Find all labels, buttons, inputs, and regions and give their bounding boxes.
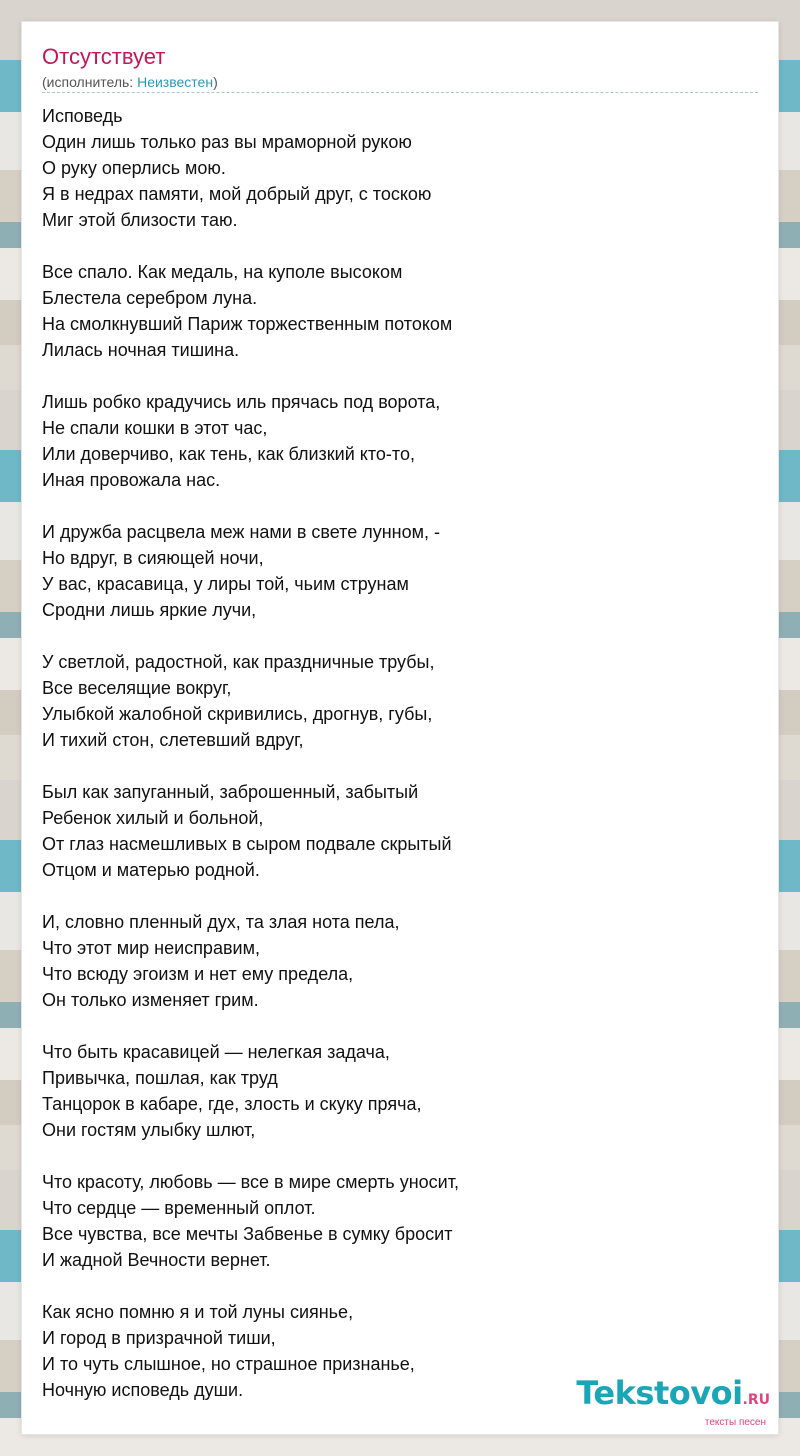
lyric-line: Отцом и матерью родной. <box>42 860 260 880</box>
lyric-line: У светлой, радостной, как праздничные трубы, <box>42 652 435 672</box>
lyric-line: От глаз насмешливых в сыром подвале скрытый <box>42 834 452 854</box>
lyric-line: Я в недрах памяти, мой добрый друг, с тоскою <box>42 184 432 204</box>
lyric-line: Все спало. Как медаль, на куполе высоком <box>42 262 403 282</box>
lyric-line: Что всюду эгоизм и нет ему предела, <box>42 964 354 984</box>
lyric-line: Он только изменяет грим. <box>42 990 259 1010</box>
lyric-line: Исповедь <box>42 106 123 126</box>
divider <box>42 92 758 93</box>
stanza-gap <box>42 233 459 259</box>
lyric-line: Один лишь только раз вы мраморной рукою <box>42 132 412 152</box>
stanza-gap <box>42 1013 459 1039</box>
lyric-line: На смолкнувший Париж торжественным потоком <box>42 314 453 334</box>
lyrics-card <box>22 22 778 1434</box>
lyric-line: И жадной Вечности вернет. <box>42 1250 271 1270</box>
lyric-line: Что красоту, любовь — все в мире смерть уносит, <box>42 1172 459 1192</box>
lyric-line: Миг этой близости таю. <box>42 210 238 230</box>
lyric-line: Привычка, пошлая, как труд <box>42 1068 278 1088</box>
logo-tagline: тексты песен <box>704 1417 766 1428</box>
song-title: Отсутствует <box>42 44 166 69</box>
lyrics-body <box>42 103 459 1403</box>
lyric-line: Ночную исповедь души. <box>42 1380 244 1400</box>
lyric-line: Улыбкой жалобной скривились, дрогнув, губы, <box>42 704 433 724</box>
logo-domain-suffix: .RU <box>742 1392 770 1408</box>
stanza-gap <box>42 363 459 389</box>
lyric-line: Они гостям улыбку шлют, <box>42 1120 256 1140</box>
stanza-gap <box>42 493 459 519</box>
lyric-line: Что этот мир неисправим, <box>42 938 260 958</box>
lyric-line: Сродни лишь яркие лучи, <box>42 600 257 620</box>
stanza-gap <box>42 623 459 649</box>
lyric-line: И то чуть слышное, но страшное признанье, <box>42 1354 415 1374</box>
artist-link[interactable]: Неизвестен <box>137 74 214 90</box>
artist-prefix: (исполнитель: <box>42 74 138 90</box>
lyric-line: Лилась ночная тишина. <box>42 340 240 360</box>
stanza-gap <box>42 883 459 909</box>
logo-wordmark <box>576 1376 770 1417</box>
artist-suffix: ) <box>213 74 218 90</box>
artist-meta <box>42 72 218 92</box>
lyric-line: Или доверчиво, как тень, как близкий кто-то, <box>42 444 415 464</box>
lyric-line: Блестела серебром луна. <box>42 288 258 308</box>
lyric-line: Но вдруг, в сияющей ночи, <box>42 548 264 568</box>
lyric-line: Что сердце — временный оплот. <box>42 1198 316 1218</box>
lyric-line: Не спали кошки в этот час, <box>42 418 268 438</box>
site-logo[interactable] <box>576 1376 770 1428</box>
lyric-line: Иная провожала нас. <box>42 470 221 490</box>
lyric-line: И, словно пленный дух, та злая нота пела, <box>42 912 400 932</box>
lyric-line: Все чувства, все мечты Забвенье в сумку бросит <box>42 1224 453 1244</box>
lyric-line: И город в призрачной тиши, <box>42 1328 276 1348</box>
lyric-line: Лишь робко крадучись иль прячась под ворота, <box>42 392 441 412</box>
lyric-line: У вас, красавица, у лиры той, чьим струнам <box>42 574 409 594</box>
lyric-line: Что быть красавицей — нелегкая задача, <box>42 1042 390 1062</box>
lyric-line: И тихий стон, слетевший вдруг, <box>42 730 304 750</box>
stanza-gap <box>42 1273 459 1299</box>
lyric-line: Танцорок в кабаре, где, злость и скуку пряча, <box>42 1094 422 1114</box>
stanza-gap <box>42 753 459 779</box>
logo-main-text: Tekstovoi <box>576 1374 743 1412</box>
stanza-gap <box>42 1143 459 1169</box>
lyric-line: Ребенок хилый и больной, <box>42 808 264 828</box>
lyric-line: Как ясно помню я и той луны сиянье, <box>42 1302 354 1322</box>
lyric-line: И дружба расцвела меж нами в свете лунном, - <box>42 522 440 542</box>
lyric-line: Был как запуганный, заброшенный, забытый <box>42 782 419 802</box>
lyric-line: О руку оперлись мою. <box>42 158 226 178</box>
lyric-line: Все веселящие вокруг, <box>42 678 232 698</box>
